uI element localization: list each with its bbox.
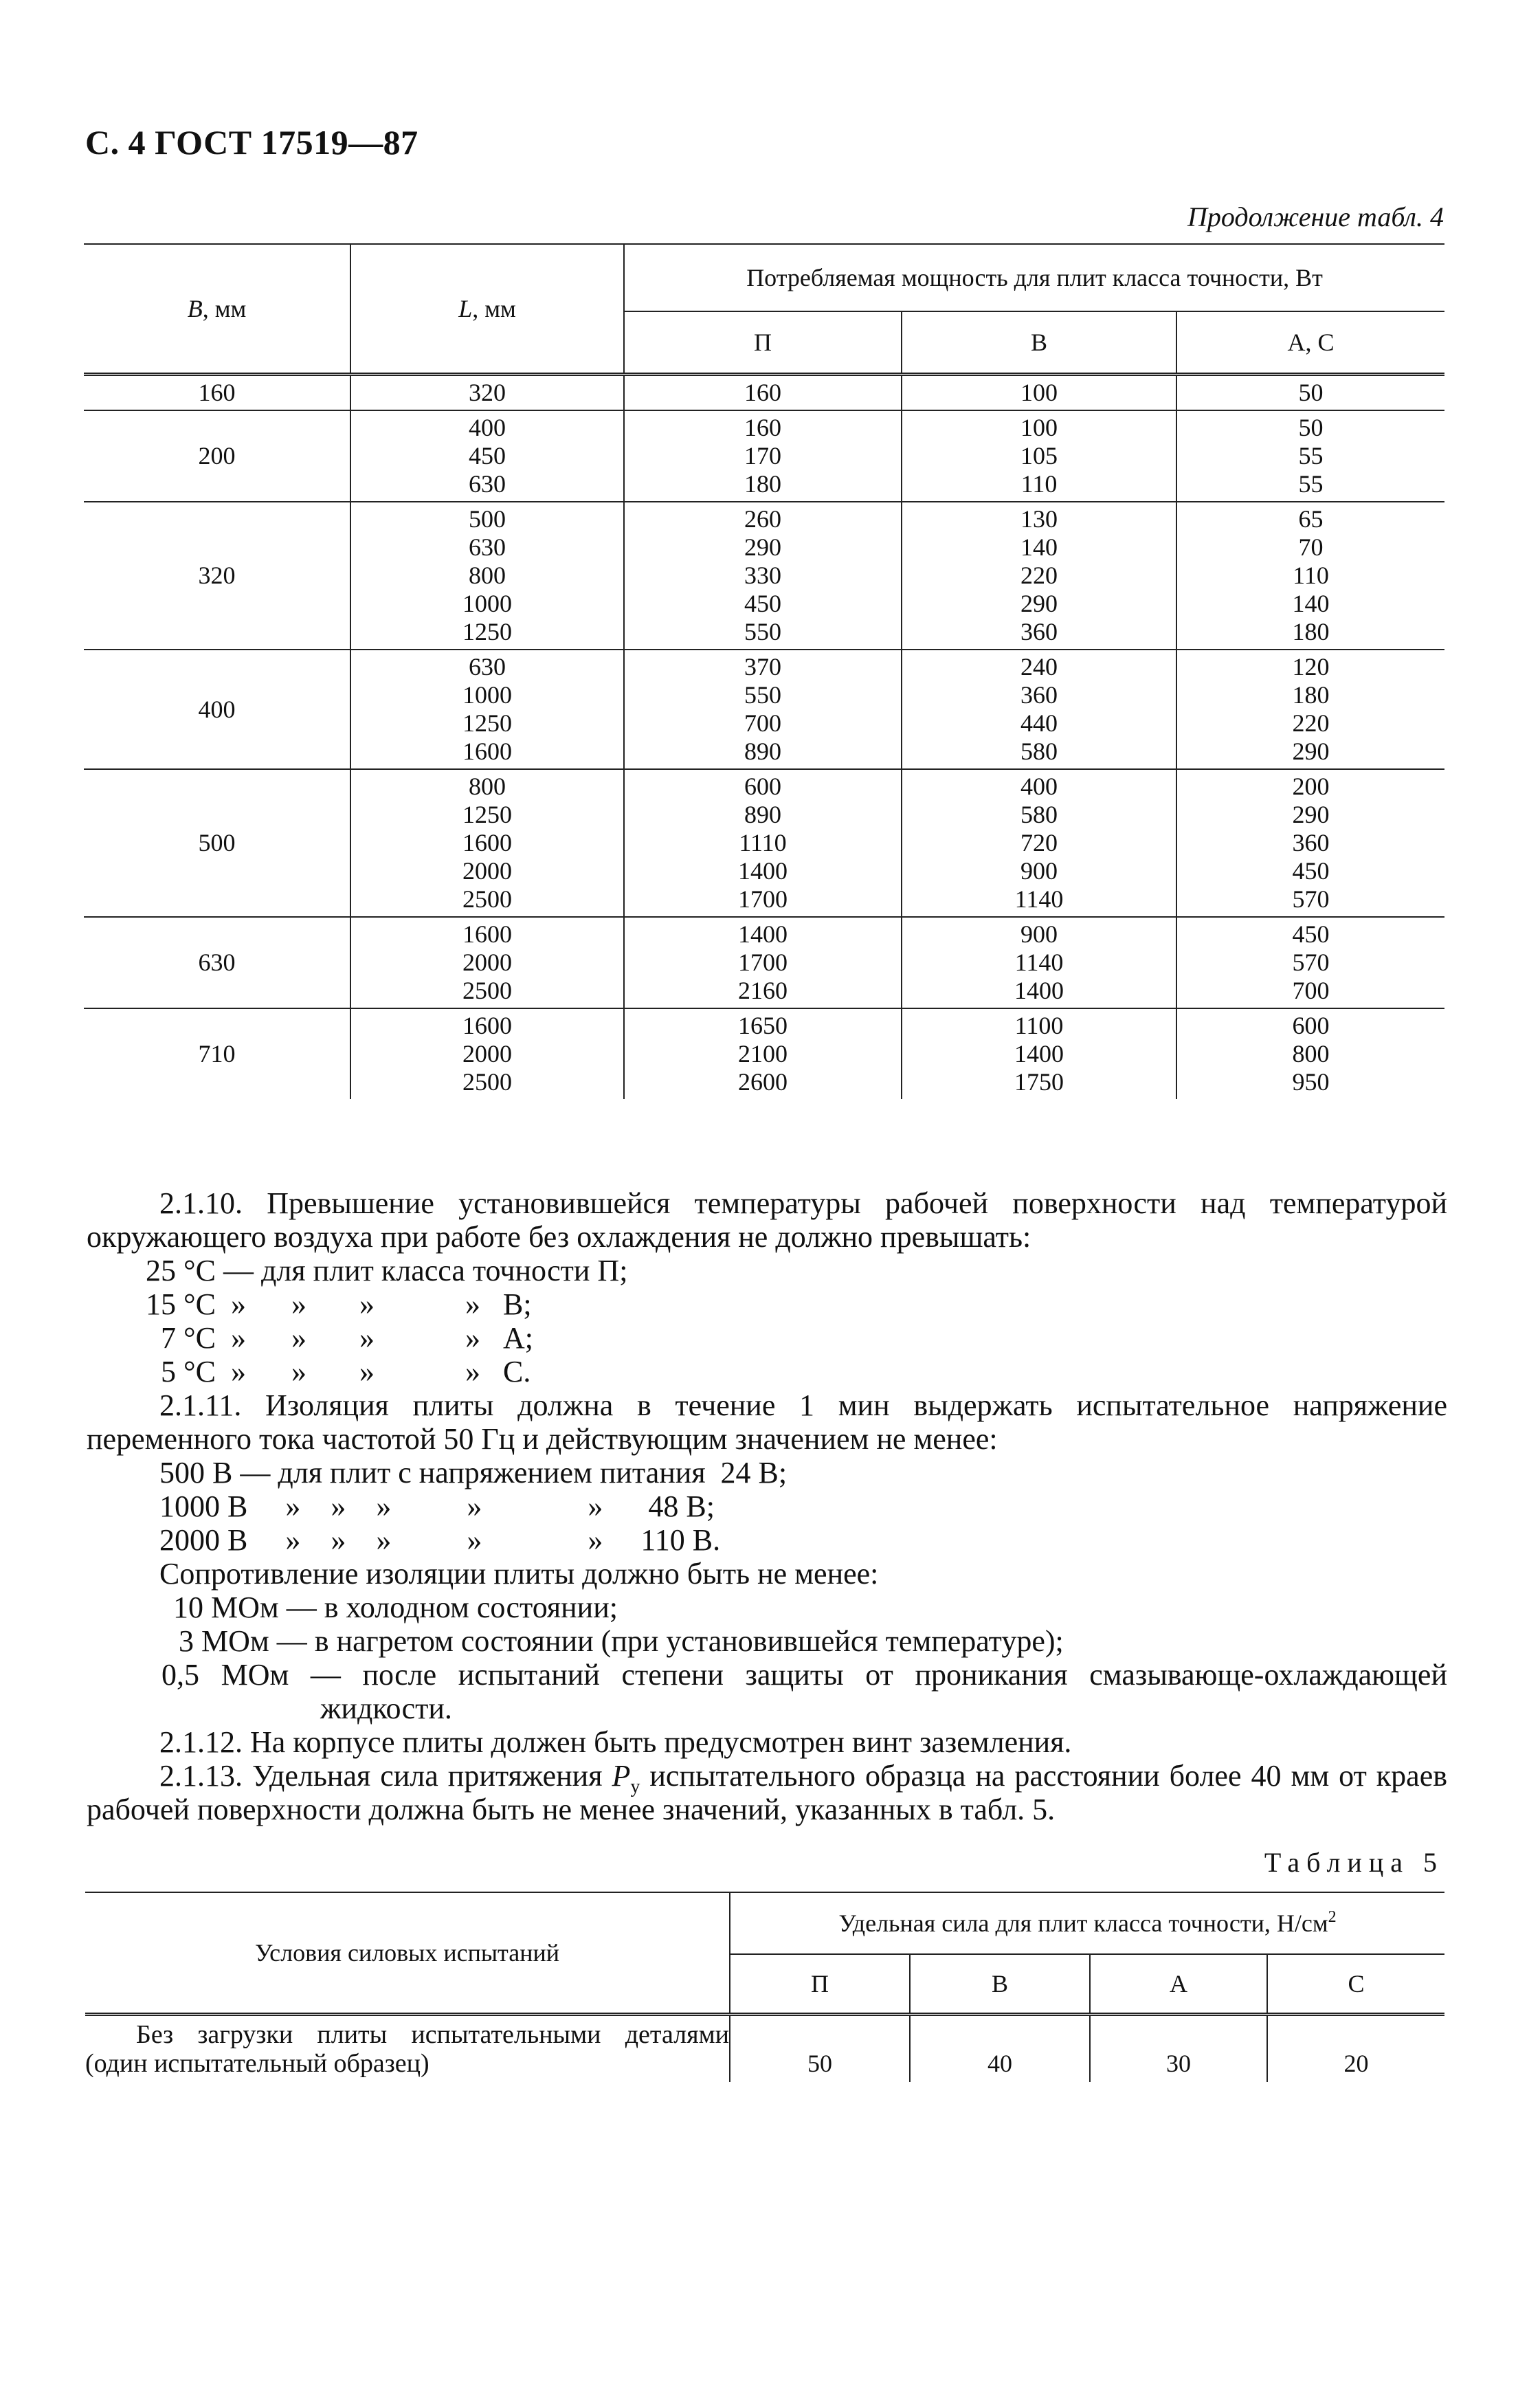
cell-l: 2500 xyxy=(350,885,624,917)
cell-ac: 950 xyxy=(1176,1068,1444,1099)
table-4 xyxy=(84,243,1444,1099)
cell-b: 160 xyxy=(84,375,350,411)
cell-p: 700 xyxy=(624,709,902,738)
cell-l: 500 xyxy=(350,502,624,533)
cell-p: 1650 xyxy=(624,1008,902,1040)
cell-p: 1400 xyxy=(624,917,902,949)
cell-v: 100 xyxy=(902,410,1176,442)
cell-p: 1700 xyxy=(624,885,902,917)
cell-v: 290 xyxy=(902,590,1176,618)
col-header-class-v: В xyxy=(910,1954,1090,2015)
cell-l: 1250 xyxy=(350,801,624,829)
cell-l: 630 xyxy=(350,650,624,681)
cell-p: 160 xyxy=(624,410,902,442)
resistance-intro: Сопротивление изоляции плиты должно быть не менее: xyxy=(159,1557,879,1591)
cell-p: 1110 xyxy=(624,829,902,857)
table-5 xyxy=(85,1892,1444,2082)
cell-l: 800 xyxy=(350,769,624,801)
col-header-l: L, мм xyxy=(350,244,624,375)
resistance-list xyxy=(87,1591,1447,1725)
cell-class-a: 30 xyxy=(1090,2015,1267,2083)
voltage-list xyxy=(87,1456,1447,1557)
table-row xyxy=(84,410,1444,442)
table-row xyxy=(84,769,1444,801)
cell-ac: 450 xyxy=(1176,857,1444,885)
cell-p: 890 xyxy=(624,738,902,769)
cell-ac: 360 xyxy=(1176,829,1444,857)
cell-ac: 50 xyxy=(1176,410,1444,442)
cell-v: 240 xyxy=(902,650,1176,681)
cell-ac: 140 xyxy=(1176,590,1444,618)
col-header-b: B, мм xyxy=(84,244,350,375)
cell-p: 2100 xyxy=(624,1040,902,1068)
cell-v: 1100 xyxy=(902,1008,1176,1040)
cell-ac: 700 xyxy=(1176,977,1444,1008)
page-header: С. 4 ГОСТ 17519—87 xyxy=(85,123,419,162)
cell-p: 290 xyxy=(624,533,902,562)
cell-ac: 50 xyxy=(1176,375,1444,411)
cell-b: 400 xyxy=(84,650,350,769)
cell-ac: 600 xyxy=(1176,1008,1444,1040)
cell-ac: 65 xyxy=(1176,502,1444,533)
col-header-class-c: С xyxy=(1267,1954,1444,2015)
cell-ac: 290 xyxy=(1176,801,1444,829)
col-header-class-p: П xyxy=(730,1954,910,2015)
cell-b: 320 xyxy=(84,502,350,650)
cell-l: 1600 xyxy=(350,917,624,949)
col-header-power: Потребляемая мощность для плит класса точности, Вт xyxy=(624,244,1444,311)
cell-v: 580 xyxy=(902,738,1176,769)
cell-l: 2000 xyxy=(350,857,624,885)
resistance-item: 10 МОм — в холодном состоянии; xyxy=(173,1591,618,1624)
cell-v: 220 xyxy=(902,562,1176,590)
cell-v: 900 xyxy=(902,917,1176,949)
cell-l: 630 xyxy=(350,470,624,502)
cell-l: 1600 xyxy=(350,1008,624,1040)
cell-ac: 55 xyxy=(1176,470,1444,502)
cell-l: 1600 xyxy=(350,829,624,857)
cell-v: 440 xyxy=(902,709,1176,738)
cell-v: 1400 xyxy=(902,977,1176,1008)
cell-ac: 800 xyxy=(1176,1040,1444,1068)
table-row xyxy=(84,1008,1444,1040)
cell-l: 400 xyxy=(350,410,624,442)
temperature-item: 7 °С » » » » А; xyxy=(161,1321,533,1355)
cell-ac: 180 xyxy=(1176,681,1444,709)
body-text xyxy=(87,1186,1447,1826)
cell-p: 260 xyxy=(624,502,902,533)
cell-b: 200 xyxy=(84,410,350,502)
section-2-1-10: 2.1.10. Превышение установившейся температуры рабочей поверхности над температурой окружающего воздуха при работе без охлаждения не должно превышать: xyxy=(87,1186,1447,1254)
temperature-item: 15 °С » » » » В; xyxy=(146,1287,532,1321)
cell-p: 1400 xyxy=(624,857,902,885)
cell-conditions: Без загрузки плиты испытательными деталями (один испытательный образец) xyxy=(85,2015,730,2083)
cell-v: 1750 xyxy=(902,1068,1176,1099)
voltage-item: 500 В — для плит с напряжением питания 24 В; xyxy=(159,1456,788,1489)
voltage-item: 1000 В » » » » » 48 В; xyxy=(159,1489,715,1523)
cell-v: 720 xyxy=(902,829,1176,857)
cell-b: 500 xyxy=(84,769,350,917)
cell-ac: 200 xyxy=(1176,769,1444,801)
cell-p: 330 xyxy=(624,562,902,590)
cell-ac: 110 xyxy=(1176,562,1444,590)
table-row xyxy=(84,502,1444,533)
table5-caption: Таблица 5 xyxy=(1264,1847,1444,1878)
cell-v: 360 xyxy=(902,681,1176,709)
cell-v: 1400 xyxy=(902,1040,1176,1068)
cell-ac: 570 xyxy=(1176,885,1444,917)
cell-ac: 450 xyxy=(1176,917,1444,949)
cell-v: 580 xyxy=(902,801,1176,829)
cell-l: 2000 xyxy=(350,949,624,977)
cell-v: 360 xyxy=(902,618,1176,650)
cell-p: 2160 xyxy=(624,977,902,1008)
cell-l: 2000 xyxy=(350,1040,624,1068)
col-header-class-v: В xyxy=(902,311,1176,375)
cell-v: 140 xyxy=(902,533,1176,562)
section-2-1-12: 2.1.12. На корпусе плиты должен быть предусмотрен винт заземления. xyxy=(159,1725,1072,1759)
table-row xyxy=(84,917,1444,949)
cell-l: 2500 xyxy=(350,1068,624,1099)
temperature-item: 5 °С » » » » С. xyxy=(161,1355,531,1388)
cell-p: 890 xyxy=(624,801,902,829)
cell-ac: 55 xyxy=(1176,442,1444,470)
cell-v: 400 xyxy=(902,769,1176,801)
cell-v: 900 xyxy=(902,857,1176,885)
cell-l: 2500 xyxy=(350,977,624,1008)
cell-v: 100 xyxy=(902,375,1176,411)
cell-p: 450 xyxy=(624,590,902,618)
cell-v: 1140 xyxy=(902,885,1176,917)
cell-class-p: 50 xyxy=(730,2015,910,2083)
cell-ac: 220 xyxy=(1176,709,1444,738)
col-header-class-a: А xyxy=(1090,1954,1267,2015)
table4-continuation-label: Продолжение табл. 4 xyxy=(1187,201,1444,232)
cell-p: 600 xyxy=(624,769,902,801)
resistance-item: 3 МОм — в нагретом состоянии (при установившейся температуре); xyxy=(179,1624,1064,1658)
cell-l: 320 xyxy=(350,375,624,411)
cell-l: 1250 xyxy=(350,618,624,650)
table-row xyxy=(84,375,1444,411)
col-header-class-ac: А, С xyxy=(1176,311,1444,375)
cell-l: 800 xyxy=(350,562,624,590)
cell-ac: 290 xyxy=(1176,738,1444,769)
cell-l: 1000 xyxy=(350,681,624,709)
cell-v: 110 xyxy=(902,470,1176,502)
cell-p: 550 xyxy=(624,618,902,650)
cell-v: 130 xyxy=(902,502,1176,533)
cell-class-v: 40 xyxy=(910,2015,1090,2083)
cell-class-c: 20 xyxy=(1267,2015,1444,2083)
col-header-conditions: Условия силовых испытаний xyxy=(85,1892,730,2015)
cell-l: 450 xyxy=(350,442,624,470)
cell-p: 170 xyxy=(624,442,902,470)
cell-p: 2600 xyxy=(624,1068,902,1099)
table-row xyxy=(84,650,1444,681)
cell-p: 370 xyxy=(624,650,902,681)
cell-p: 1700 xyxy=(624,949,902,977)
cell-l: 630 xyxy=(350,533,624,562)
cell-ac: 180 xyxy=(1176,618,1444,650)
col-header-force: Удельная сила для плит класса точности, $Н/см^2$ xyxy=(730,1892,1444,1954)
cell-p: 180 xyxy=(624,470,902,502)
cell-b: 630 xyxy=(84,917,350,1008)
cell-l: 1000 xyxy=(350,590,624,618)
cell-ac: 570 xyxy=(1176,949,1444,977)
cell-l: 1250 xyxy=(350,709,624,738)
col-header-class-p: П xyxy=(624,311,902,375)
cell-p: 550 xyxy=(624,681,902,709)
cell-v: 1140 xyxy=(902,949,1176,977)
section-2-1-11: 2.1.11. Изоляция плиты должна в течение 1 мин выдержать испытательное напряжение переменного тока частотой 50 Гц и действующим значением не менее: xyxy=(87,1388,1447,1456)
temperature-list xyxy=(87,1254,1447,1388)
cell-ac: 120 xyxy=(1176,650,1444,681)
cell-p: 160 xyxy=(624,375,902,411)
cell-b: 710 xyxy=(84,1008,350,1099)
cell-ac: 70 xyxy=(1176,533,1444,562)
cell-v: 105 xyxy=(902,442,1176,470)
resistance-item: 0,5 МОм — после испытаний степени защиты от проникания смазывающе-охлаждающей жидкости. xyxy=(161,1658,1447,1725)
section-2-1-13: 2.1.13. Удельная сила притяжения $P_у$ испытательного образца на расстоянии более 40 мм от краев рабочей поверхности должна быть не менее значений, указанных в табл. 5. xyxy=(87,1759,1448,1826)
table-row xyxy=(85,2015,1444,2083)
voltage-item: 2000 В » » » » » 110 В. xyxy=(159,1523,721,1557)
table-4-body xyxy=(84,375,1444,1100)
cell-l: 1600 xyxy=(350,738,624,769)
temperature-item: 25 °С — для плит класса точности П; xyxy=(146,1254,628,1287)
